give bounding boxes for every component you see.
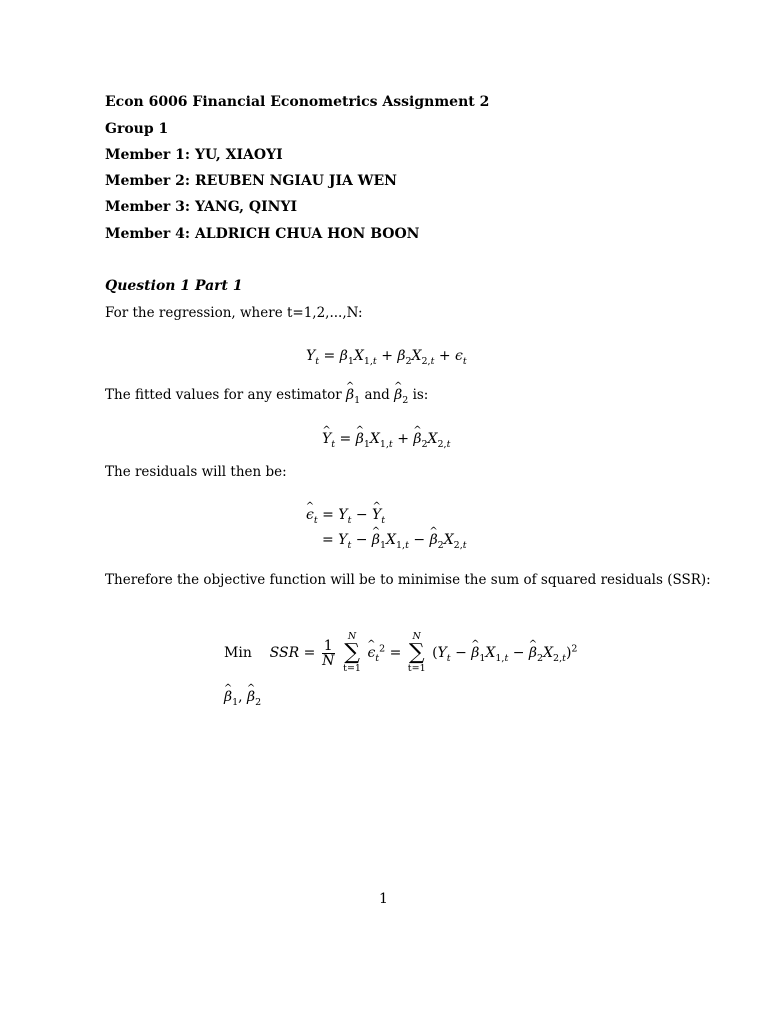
ssr-label: SSR [269, 645, 300, 661]
group-label: Group 1 [105, 121, 169, 137]
regression-intro: For the regression, where t=1,2,...,N: [105, 305, 363, 321]
page-number: 1 [379, 891, 388, 907]
objective-intro: Therefore the objective function will be to minimise the sum of squared residuals (SSR): [105, 572, 711, 588]
member-4: Member 4: ALDRICH CHUA HON BOON [105, 226, 420, 242]
min-label: Min [224, 645, 252, 661]
fitted-equation: ^ $Y_t$ = ^ $\beta_1X_{1,t}$ + ^ $\beta_2X_{2,t}$ [322, 430, 450, 448]
assignment-title: Econ 6006 Financial Econometrics Assignment 2 [105, 94, 490, 110]
member-1: Member 1: YU, XIAOYI [105, 147, 283, 163]
min-variables: ^ $\beta_1$, ^ $\beta_2$ [224, 688, 261, 706]
residual-equation-line-1: ^ $\epsilon_t = Y_t$ − ^ $Y_t$ [306, 506, 385, 524]
fraction-1-over-n: $\frac{1}{N}$ [322, 637, 335, 669]
ssr-equation: Min SSR = $\frac{1}{N}$ N ∑ t=1 ^ $\epsilon_t^2$ = N ∑ t=1 ($Y_t$ − ^ $\beta_1X_{1,t}$ − ^ $\beta_2X_{2,t})^2$ [224, 632, 577, 674]
fitted-intro-text: The fitted values for any estimator [105, 387, 342, 403]
member-3: Member 3: YANG, QINYI [105, 199, 297, 215]
fitted-values-sentence: The fitted values for any estimator ^ $\beta_1$ and ^ $\beta_2$ is: [105, 386, 428, 404]
question-heading: Question 1 Part 1 [105, 278, 243, 294]
summation-2: N ∑ t=1 [407, 631, 426, 674]
fitted-and-text: and [364, 387, 390, 403]
residual-equation-line-2: = $Y_t$ − ^ $\beta_1X_{1,t}$ − ^ $\beta_2X_{2,t}$ [322, 531, 467, 549]
residuals-intro: The residuals will then be: [105, 464, 287, 480]
member-2: Member 2: REUBEN NGIAU JIA WEN [105, 173, 397, 189]
fitted-is-text: is: [412, 387, 429, 403]
summation-1: N ∑ t=1 [343, 631, 361, 674]
regression-equation: $Y_t = \beta_1X_{1,t} + \beta_2X_{2,t} + \epsilon_t$ [306, 348, 467, 367]
